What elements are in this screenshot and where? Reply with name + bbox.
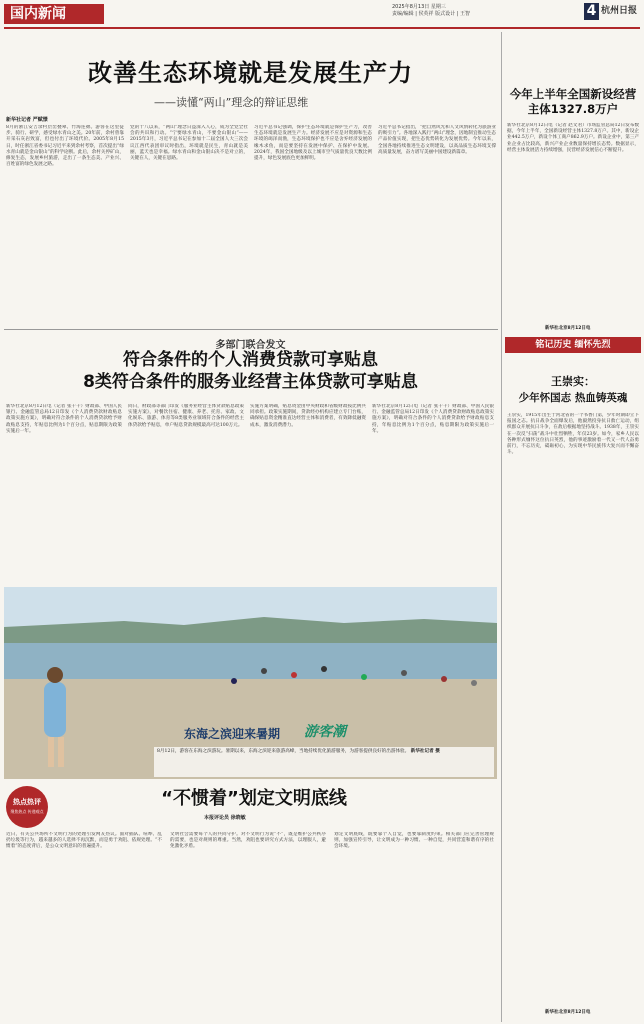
masthead-logo: 杭州日报 (601, 6, 638, 16)
beach-photo (4, 587, 497, 779)
martyr-banner: 铭记历史 缅怀先烈 (505, 337, 641, 353)
photo-tag: 游客潮 (304, 724, 346, 740)
martyr-byline: 新华社北京8月12日电 (545, 1010, 591, 1015)
article-loan-subsidy (4, 332, 497, 587)
article-loan-body-1: 新华社北京8月12日电（记者 张千千）财政部、中国人民银行、金融监管总局12日印发《个人消费贷款财政贴息政策实施方案》，明确对符合条件的个人消费贷款给予财政贴息支持，年贴息比例为1个百分点，贴息期限为政策实施后一年。 (6, 404, 122, 434)
photo-caption-text: 8月12日，游客在东海之滨游玩。暑期以来，东海之滨迎来旅游高峰，当地持续优化旅游服务，为游客提供良好的出游体验。 (157, 749, 410, 754)
martyr-body: 王崇实，1915年出生于河北省的一个书香门第，少年时期即立下报国之志。抗日战争全面爆发后，他毅然投身抗日救亡运动，组织群众开展抗日斗争，在敌后根据地坚持战斗。1938年，王崇实在一次反“扫荡”战斗中壮烈牺牲，年仅23岁。如今，家乡人民以各种形式缅怀这位抗日英烈，他的事迹激励着一代又一代人奋勇前行，不忘历史，砥砺初心，为实现中华民族伟大复兴而不懈奋斗。 (507, 413, 639, 456)
article-civility-col3: 划定文明底线，既要靠个人自觉，也要靠制度约束。相关部门应完善管理规则，加强宣传引导，让文明成为一种习惯、一种自觉，共同营造和谐有序的社会环境。 (334, 832, 494, 850)
section-label: 国内新闻 (4, 4, 104, 24)
article-ecology-subtitle: ——读懂“两山”理念的辩证思维 (154, 96, 309, 109)
article-loan-title-2: 8类符合条件的服务业经营主体贷款可享贴息 (83, 372, 418, 392)
article-civility-title: “不惯着”划定文明底线 (161, 788, 347, 809)
article-new-entities-byline: 新华社北京8月12日电 (545, 326, 591, 331)
date-line: 2025年8月13日 星期三 (392, 4, 446, 10)
page-header (0, 0, 644, 34)
page-number: 4 (584, 3, 599, 20)
article-civility (4, 782, 497, 1022)
header-rule (4, 27, 640, 29)
article-ecology-title: 改善生态环境就是发展生产力 (88, 59, 413, 87)
article-new-entities-title: 今年上半年全国新设经营主体1327.8万户 (509, 87, 637, 116)
martyr-subtitle: 少年怀国志 热血铸英魂 (518, 392, 628, 404)
article-civility-col2: 文明社会需要每个人的共同守护。对不文明行为说“不”，既是维护公共秩序的需要，也是对规则的尊重。当然，劝阻也要讲究方式方法，以理服人，避免激化矛盾。 (170, 832, 326, 850)
column-divider (501, 32, 502, 1022)
article-ecology-col2: 党的十八以来，“两山”理念日益深入人心，成为全党全社会的共识和行动。“宁要绿水青山，不要金山银山”——2015年3月，习近平总书记在参加十二届全国人大三次会议江西代表团审议时指出，环境就是民生，青山就是美丽，蓝天也是幸福。绿水青山和金山银山决不是对立的，关键在人，关键在思路。 (130, 125, 248, 162)
article-loan-body-2: 同日，财政部等部门印发《服务业经营主体贷款贴息政策实施方案》，对餐饮住宿、健康、养老、托育、家政、文化娱乐、旅游、体育等8类服务业领域符合条件的经营主体贷款给予贴息，单户贴息贷款规模最高可达100万元。 (128, 404, 244, 428)
article-ecology-col3: 习近平总书记强调，保护生态环境就是保护生产力，改善生态环境就是发展生产力。经济发展不应是对资源和生态环境的竭泽而渔，生态环境保护也不应是舍弃经济发展的缘木求鱼，而是要坚持在发展中保护、在保护中发展。2024年，我国全国地级及以上城市空气质量优良天数比例提升，绿色发展底色更加鲜明。 (254, 125, 372, 162)
article-civility-col1: 近日，有关公共场所不文明行为的处理引发网友热议。面对插队、喧哗、乱扔垃圾等行为，越来越多的人选择不再沉默，而是勇于劝阻、依规处理。“不惯着”的态度背后，是公众文明意识的普遍提升。 (6, 832, 162, 850)
section-separator (4, 329, 498, 330)
martyr-title: 王崇实： (551, 375, 595, 388)
date-editor-line (392, 4, 572, 18)
article-ecology-col4: 习近平总书记指出，“把自然风光和人文风情转化为旅游业的吸引力”。各地深入践行“两山”理念，因地制宜推动生态产品价值实现，把生态优势转化为发展优势。今年以来，全国各地持续推进生态文明建设，以高品质生态环境支撑高质量发展，奋力谱写美丽中国建设新篇章。 (378, 125, 496, 155)
article-ecology-col1: 8月的浙江安吉余村层峦叠翠、竹海连绵。游客在这里徒步、骑行、研学，感受绿水青山之美。20年前，余村曾靠开采石灰岩致富，但也付出了环境代价。2005年8月15日，时任浙江省委书记习近平来到余村考察，首次提出“绿水青山就是金山银山”的科学论断。此后，余村关停矿山，修复生态，发展乡村旅游，走出了一条生态美、产业兴、百姓富的绿色发展之路。 (6, 125, 124, 168)
article-loan-title-1: 符合条件的个人消费贷款可享贴息 (123, 350, 378, 370)
photo-credit: 新华社记者 摄 (410, 749, 440, 754)
article-ecology-byline: 新华社记者 严赋憬 (6, 117, 48, 123)
article-loan-kicker: 多部门联合发文 (215, 340, 286, 351)
article-loan-body-4: 新华社北京8月12日电（记者 张千千）财政部、中国人民银行、金融监管总局12日印发《个人消费贷款财政贴息政策实施方案》，明确对符合条件的个人消费贷款给予财政贴息支持，年贴息比例为1个百分点，贴息期限为政策实施后一年。 (372, 404, 494, 434)
hot-comment-badge-top: 热点热评 (13, 798, 41, 806)
editor-line: 责编/编辑 | 侯英祥 版式设计 | 王智 (392, 11, 471, 17)
article-civility-author: 本报评论员 徐晓敏 (204, 815, 246, 821)
article-ecology (4, 30, 497, 326)
article-new-entities-body: 新华社北京8月12日电（记者 赵文君）市场监管总局12日发布数据，今年上半年，全国新设经营主体1327.8万户。其中，新设企业442.5万户，新设个体工商户862.9万户。新设企业中，第三产业企业占比较高，新兴产业企业数量保持增长态势。数据显示，经营主体发展活力持续增强，民营经济发展信心不断提升。 (507, 123, 639, 153)
article-new-entities (505, 33, 641, 333)
article-martyr (505, 333, 641, 1023)
hot-comment-badge-bottom: 聚焦热点 传递观点 (10, 809, 44, 814)
article-loan-body-3: 实施方案明确，贴息资金由中央财政和省级财政按比例共同承担。政策实施期间，贷款经办机构应建立专门台账，确保贴息资金精准直达经营主体和消费者，有效降低融资成本，激发消费潜力。 (250, 404, 366, 428)
photo-caption (154, 747, 494, 777)
hot-comment-badge (6, 786, 48, 828)
photo-headline: 东海之滨迎来暑期 (184, 727, 281, 741)
